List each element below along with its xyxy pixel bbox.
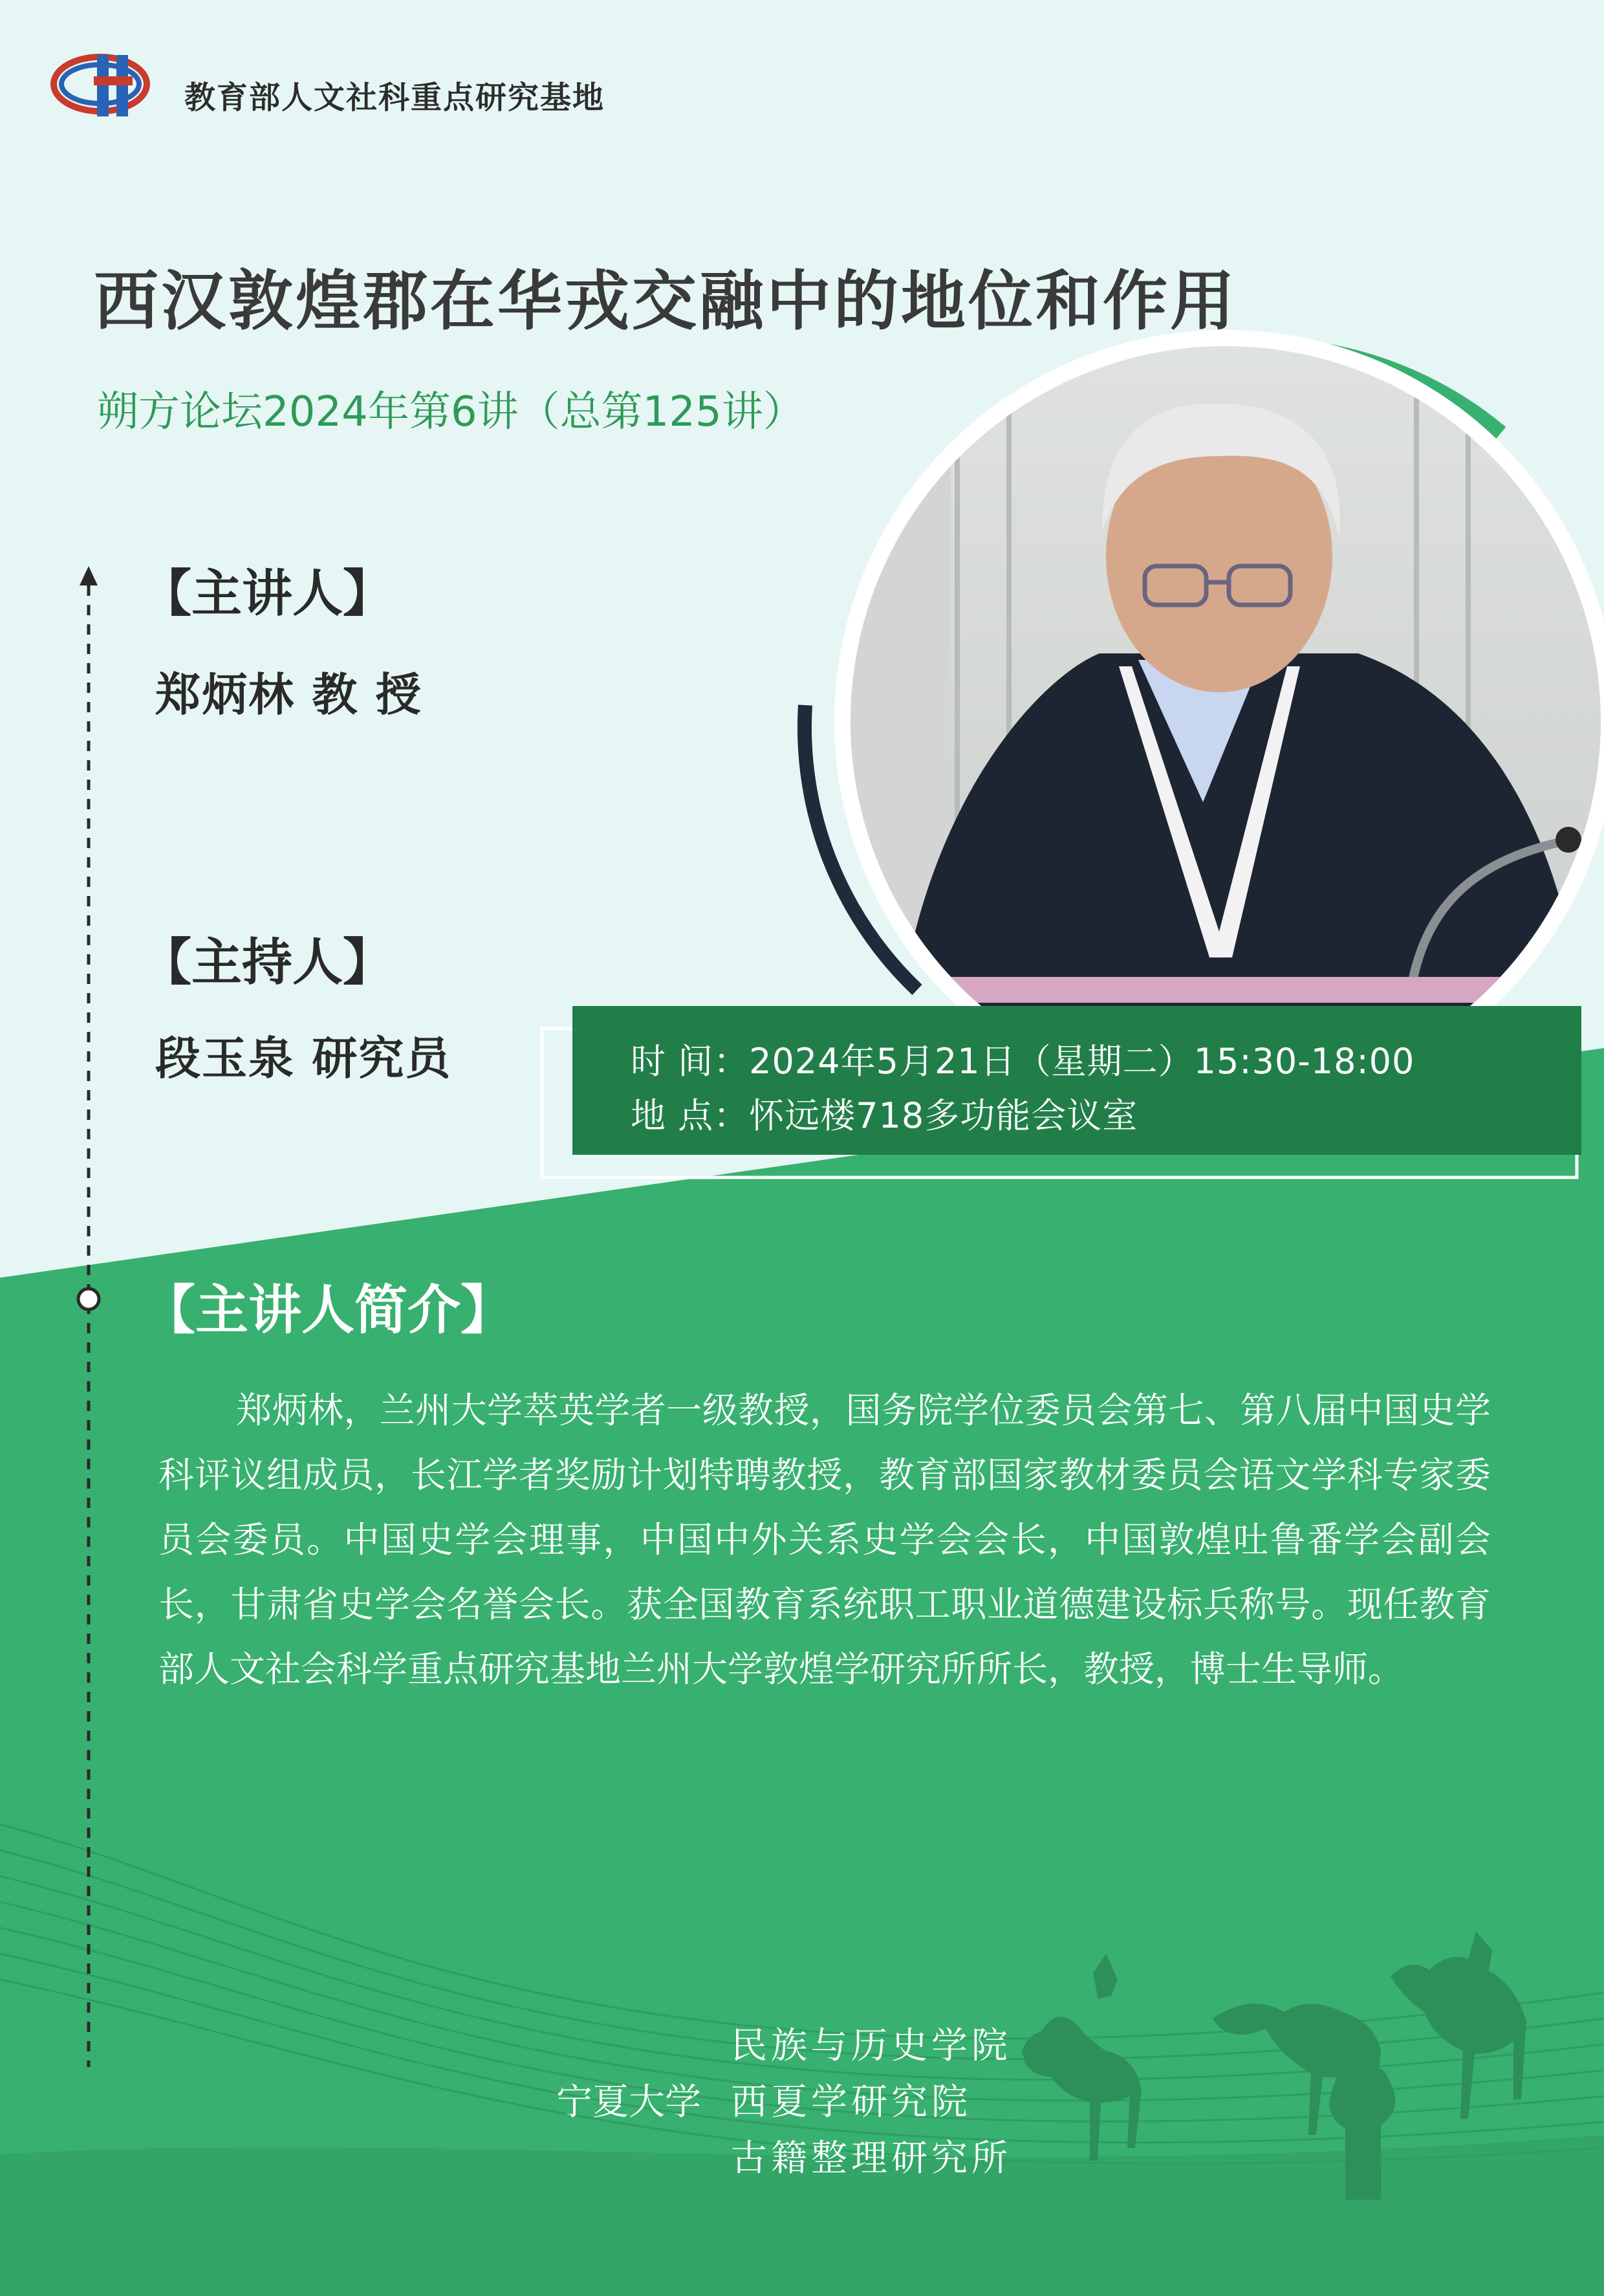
- host-heading: 【主持人】: [141, 933, 394, 992]
- organizer-unit: 西夏学研究院: [731, 2081, 971, 2123]
- institution-name: 教育部人文社科重点研究基地: [184, 80, 605, 116]
- timeline-node-icon: [78, 1289, 99, 1309]
- speaker-heading: 【主讲人】: [141, 564, 394, 623]
- speaker-name: 郑炳林 教 授: [155, 668, 422, 721]
- bio-heading: 【主讲人简介】: [142, 1279, 514, 1341]
- host-name: 段玉泉 研究员: [155, 1031, 452, 1085]
- bio-text: 郑炳林，兰州大学萃英学者一级教授，国务院学位委员会第七、第八届中国史学科评议组成员，长江学者奖励计划特聘教授，教育部国家教材委员会语文学科专家委员会委员。中国史学会理事，中国中外关系史学会会长，中国敦煌吐鲁番学会副会长，甘肃省史学会名誉会长。获全国教育系统职工职业道德建设标兵称号。现任教育部人文社会科学重点研究基地兰州大学敦煌学研究所所长，教授，博士生导师。: [158, 1390, 1491, 1690]
- organizer-unit: 古籍整理研究所: [731, 2137, 1012, 2180]
- event-place: 地 点：怀远楼718多功能会议室: [631, 1095, 1138, 1136]
- lecture-title: 西汉敦煌郡在华戎交融中的地位和作用: [94, 263, 1237, 339]
- organizer-unit: 民族与历史学院: [731, 2025, 1012, 2067]
- organizer-university: 宁夏大学: [556, 2081, 701, 2123]
- timeline-arrow-icon: [80, 566, 98, 585]
- institute-logo-icon: [54, 55, 147, 116]
- lecture-series: 朔方论坛2024年第6讲（总第125讲）: [97, 388, 805, 436]
- event-time: 时 间：2024年5月21日（星期二）15:30-18:00: [631, 1041, 1415, 1082]
